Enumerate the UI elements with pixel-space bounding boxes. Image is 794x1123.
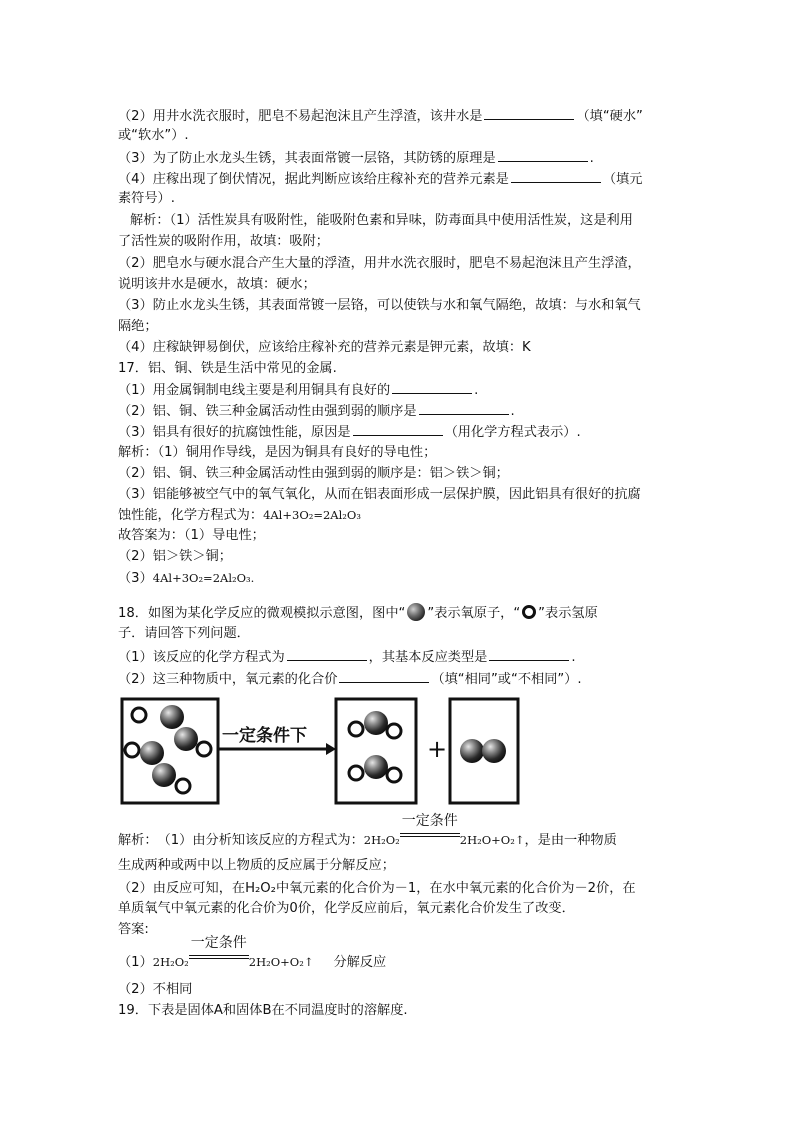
hydrogen-atom (197, 742, 211, 756)
q18-part1: （1）该反应的化学方程式为 ，其基本反应类型是 . (118, 650, 576, 665)
q17-part2: （2）铝、铜、铁三种金属活动性由强到弱的顺序是 . (118, 404, 515, 419)
q17-solution-3b: 蚀性能，化学方程式为：4Al+3O₂=2Al₂O₃ (118, 508, 361, 523)
q18-part2: （2）这三种物质中，氧元素的化合价 （填“相同”或“不相同”）. (118, 672, 582, 687)
q16-part4-cont: 素符号）. (118, 191, 175, 206)
oxygen-atom (460, 739, 484, 763)
hydrogen-atom (176, 779, 190, 793)
q17-part3: （3）铝具有很好的抗腐蚀性能，原因是 （用化学方程式表示）. (118, 425, 581, 440)
plus-sign: + (427, 735, 448, 763)
oxygen-atom (364, 755, 388, 779)
q17-answer-3: （3）4Al+3O₂=2Al₂O₃. (118, 571, 255, 586)
q17-solution-1: 解析：（1）铜用作导线，是因为铜具有良好的导电性； (118, 445, 437, 460)
q16-solution-3b: 隔绝； (118, 319, 158, 334)
q16-solution-2b: 说明该井水是硬水，故填：硬水； (118, 277, 316, 292)
q16-solution-1: 解析：（1）活性炭具有吸附性，能吸附色素和异味，防毒面具中使用活性炭，这是利用 (130, 213, 633, 228)
hydrogen-atom (387, 724, 401, 738)
hydrogen-atom (349, 766, 363, 780)
hydrogen-atom-icon (522, 605, 536, 619)
q17-answer-1: 故答案为：（1）导电性； (118, 528, 265, 543)
q17-answer-2: （2）铝＞铁＞铜； (118, 549, 232, 564)
reaction-diagram (118, 695, 523, 807)
oxygen-atom (140, 741, 164, 765)
oxygen-atom (152, 763, 176, 787)
q17-solution-3: （3）铝能够被空气中的氧气氧化，从而在铝表面形成一层保护膜，因此铝具有很好的抗腐 (118, 487, 641, 502)
q16-solution-3: （3）防止水龙头生锈，其表面常镀一层铬，可以使铁与水和氧气隔绝，故填：与水和氧气 (118, 298, 641, 313)
q16-part3: （3）为了防止水龙头生锈，其表面常镀一层铬，其防锈的原理是 . (118, 151, 594, 166)
q16-part2: （2）用井水洗衣服时，肥皂不易起泡沫且产生浮渣，该井水是 （填“硬水” (118, 109, 643, 124)
q18-solution-1: 解析： （1）由分析知该反应的方程式为：2H₂O₂ 一定条件 2H₂O+O₂↑，是由一种物质 (118, 813, 617, 848)
q16-solution-4: （4）庄稼缺钾易倒伏，应该给庄稼补充的营养元素是钾元素，故填：K (118, 340, 531, 355)
q16-solution-2: （2）肥皂水与硬水混合产生大量的浮渣，用井水洗衣服时，肥皂不易起泡沫且产生浮渣， (118, 256, 641, 271)
q18-answer-1: （1）2H₂O₂ 一定条件 2H₂O+O₂↑ 分解反应 (118, 935, 387, 970)
condition-equals: 一定条件 (189, 948, 249, 966)
condition-equals: 一定条件 (400, 826, 460, 844)
oxygen-atom (364, 711, 388, 735)
hydrogen-atom (387, 768, 401, 782)
q16-solution-1b: 了活性炭的吸附作用，故填：吸附； (118, 234, 329, 249)
q18-answer-label: 答案: (118, 922, 149, 937)
oxygen-atom-icon (407, 603, 425, 621)
q19-stem: 19．下表是固体A和固体B在不同温度时的溶解度. (118, 1003, 408, 1018)
q18-answer-2: （2）不相同 (118, 982, 193, 997)
q17-stem: 17．铝、铜、铁是生活中常见的金属. (118, 361, 337, 376)
arrow-condition-label: 一定条件下 (222, 726, 307, 746)
q17-part1: （1）用金属铜制电线主要是利用铜具有良好的 . (118, 383, 479, 398)
q18-stem: 18．如图为某化学反应的微观模拟示意图，图中“ ”表示氧原子，“ ”表示氢原 (118, 603, 598, 623)
oxygen-atom (174, 727, 198, 751)
oxygen-atom (160, 705, 184, 729)
q16-part4: （4）庄稼出现了倒伏情况，据此判断应该给庄稼补充的营养元素是 （填元 (118, 172, 643, 187)
q18-solution-1b: 生成两种或两中以上物质的反应属于分解反应； (118, 858, 395, 873)
q16-part2-cont: 或“软水”）. (118, 128, 189, 143)
q18-solution-2b: 单质氧气中氧元素的化合价为0价，化学反应前后，氧元素化合价发生了改变． (118, 901, 575, 916)
hydrogen-atom (125, 743, 139, 757)
q18-stem-cont: 子．请回答下列问题． (118, 626, 250, 641)
q17-solution-2: （2）铝、铜、铁三种金属活动性由强到弱的顺序是：铝＞铁＞铜； (118, 466, 509, 481)
oxygen-atom (482, 739, 506, 763)
hydrogen-atom (132, 708, 146, 722)
q18-solution-2: （2）由反应可知，在H₂O₂中氧元素的化合价为－1，在水中氧元素的化合价为－2价，在 (118, 881, 636, 896)
hydrogen-atom (349, 722, 363, 736)
